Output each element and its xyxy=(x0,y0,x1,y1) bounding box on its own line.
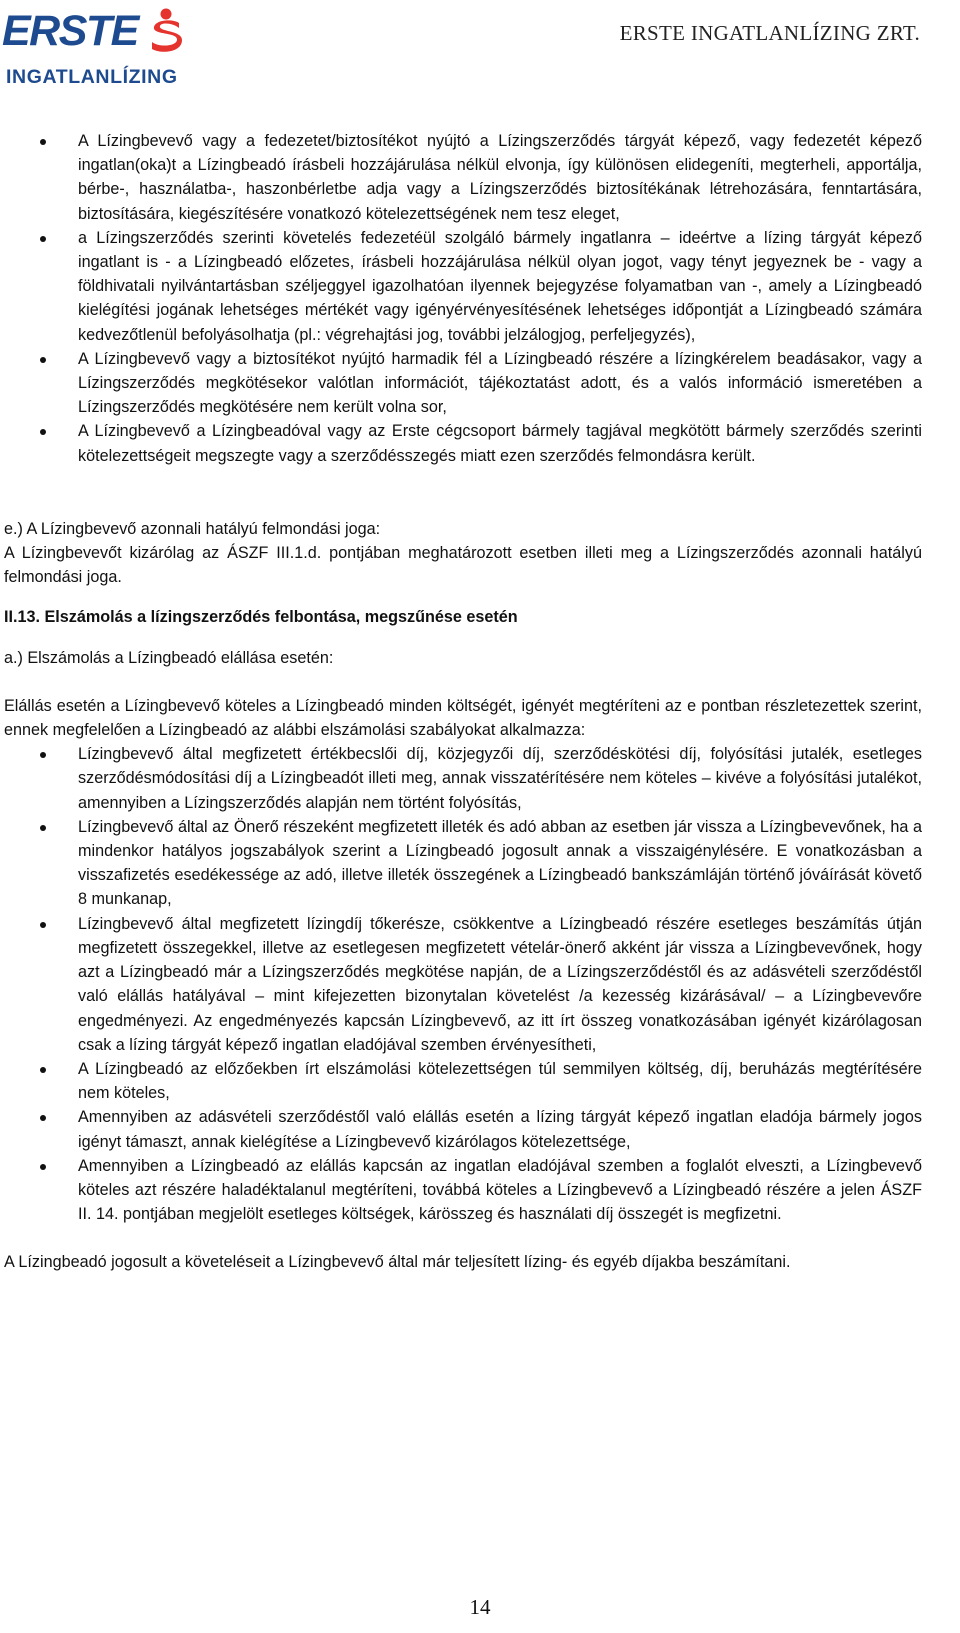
company-name: ERSTE INGATLANLÍZING ZRT. xyxy=(619,21,920,45)
closing-paragraph: A Lízingbeadó jogosult a követeléseit a Lízingbevevő által már teljesített lízing- és egyéb díjakba beszámítani. xyxy=(4,1253,791,1272)
list-item: Amennyiben az adásvételi szerződéstől való elállás esetén a lízing tárgyát képező ingatlan eladója bármely jogos igényt támaszt, annak kielégítése a Lízingbevevő kizárólagos kötelezettsége, xyxy=(4,1105,922,1153)
page-header xyxy=(0,0,960,90)
section-ii13-heading: II.13. Elszámolás a lízingszerződés felbontása, megszűnése esetén xyxy=(4,608,518,627)
bullet-icon xyxy=(40,1115,46,1121)
list-item: A Lízingbevevő vagy a biztosítékot nyújtó harmadik fél a Lízingbeadó részére a lízingkérelem beadásakor, vagy a Lízingszerződés megkötésekor valótlan információt, tájékoztatást adott, és a valós információ ismeretében a Lízingszerződés megkötésére nem került volna sor, xyxy=(4,347,922,420)
settlement-rules-list xyxy=(4,742,922,1226)
erste-s-mark-icon xyxy=(146,8,186,56)
erste-logo xyxy=(2,8,192,88)
termination-conditions-list xyxy=(4,129,922,468)
bullet-icon xyxy=(40,1067,46,1073)
bullet-icon xyxy=(40,139,46,145)
bullet-icon xyxy=(40,1164,46,1170)
bullet-icon xyxy=(40,429,46,435)
page-number: 14 xyxy=(469,1595,491,1619)
bullet-icon xyxy=(40,752,46,758)
list-item: Lízingbevevő által megfizetett lízingdíj tőkerésze, csökkentve a Lízingbeadó részére esetleges beszámítás útján megfizetett összegekkel, illetve az esetlegesen megfizetett vételár-önerő akként jár vissza a Lízingbevevőnek, hogy azt a Lízingbeadó már a Lízingszerződés megkötése napján, de a Lízingszerződéstől és az adásvételi szerződéstől való elállás hatályával – mint kifejezetten bizonytalan követelést /a kezesség kizárásával/ – a Lízingbevevőre engedményezi. Az engedményezés kapcsán Lízingbevevő, az itt írt összeg vonatkozásában igényét kizárólagosan csak a lízing tárgyát képező ingatlan eladójával szemben érvényesítheti, xyxy=(4,912,922,1057)
document-body xyxy=(4,129,922,1275)
bullet-icon xyxy=(40,236,46,242)
section-a-intro: Elállás esetén a Lízingbevevő köteles a Lízingbeadó minden költségét, igényét megtéríteni az e pontban részletezettek szerint, ennek megfelelően a Lízingbeadó az alábbi elszámolási szabályokat alkalmazza: xyxy=(4,696,922,740)
list-item: A Lízingbeadó az előzőekben írt elszámolási kötelezettségen túl semmilyen költség, díj, beruházás megtérítésére nem köteles, xyxy=(4,1057,922,1105)
logo-subtitle: INGATLANLÍZING xyxy=(6,66,178,88)
list-item: Lízingbevevő által megfizetett értékbecslői díj, közjegyzői díj, szerződéskötési díj, folyósítási jutalék, esetleges szerződésmódosítási díj a Lízingbeadót illeti meg, annak visszatérítésére nem köteles – kivéve a folyósítási jutalékot, amennyiben a Lízingszerződés alapján nem történt folyósítás, xyxy=(4,742,922,815)
list-item: Lízingbevevő által az Önerő részeként megfizetett illeték és adó abban az esetben jár vissza a Lízingbevevőnek, ha a mindenkor hatályos jogszabályok szerint a Lízingbeadó jogosult annak a visszaigénylésére. E vonatkozásban a visszafizetés esedékessége az adó, illetve illeték összegének a Lízingbeadó bankszámláján történő jóváírását követő 8 munkanap, xyxy=(4,815,922,912)
section-e-text: A Lízingbevevőt kizárólag az ÁSZF III.1.d. pontjában meghatározott esetben illeti meg a Lízingszerződés azonnali hatályú felmondási joga. xyxy=(4,544,922,587)
logo-wordmark: ERSTE xyxy=(2,7,138,55)
list-item: a Lízingszerződés szerinti követelés fedezetéül szolgáló bármely ingatlanra – ideértve a lízing tárgyát képező ingatlant is - a Lízingbeadó előzetes, írásbeli hozzájárulása nélkül olyan jogot, vagy tényt jegyeznek be - vagy a földhivatali nyilvántartásban széljeggyel igazolhatóan ilyennek bejegyzése folyamatban van -, amely a Lízingbeadó kielégítési jogának lehetséges mértékét vagy igényérvényesítésének lehetséges időpontját a Lízingbeadó számára kedvezőtlenül befolyásolhatja (pl.: végrehajtási jog, további jelzálogjog, perfeljegyzés), xyxy=(4,226,922,347)
bullet-icon xyxy=(40,357,46,363)
section-e-title: e.) A Lízingbevevő azonnali hatályú felmondási joga: xyxy=(4,519,381,538)
bullet-icon xyxy=(40,922,46,928)
section-a-title: a.) Elszámolás a Lízingbeadó elállása esetén: xyxy=(4,648,334,667)
list-item: Amennyiben a Lízingbeadó az elállás kapcsán az ingatlan eladójával szemben a foglalót elveszti, a Lízingbevevő köteles azt részére haladéktalanul megtéríteni, továbbá köteles a Lízingbevevő a Lízingbeadó részére a jelen ÁSZF II. 14. pontjában megjelölt esetleges költségek, kárösszeg és használati díj összegét is megfizetni. xyxy=(4,1154,922,1227)
list-item: A Lízingbevevő vagy a fedezetet/biztosítékot nyújtó a Lízingszerződés tárgyát képező, vagy fedezetét képező ingatlan(oka)t a Lízingbeadó írásbeli hozzájárulása nélkül elvonja, így különösen elidegeníti, megterheli, apportálja, bérbe-, használatba-, haszonbérletbe adja vagy a Lízingszerződés biztosítékának létrehozására, fenntartására, biztosítására, kiegészítésére vonatkozó kötelezettségének nem tesz eleget, xyxy=(4,129,922,226)
bullet-icon xyxy=(40,825,46,831)
list-item: A Lízingbevevő a Lízingbeadóval vagy az Erste cégcsoport bármely tagjával megkötött bármely szerződés szerinti kötelezettségeit megszegte vagy a szerződésszegés miatt ezen szerződés felmondásra került. xyxy=(4,419,922,467)
